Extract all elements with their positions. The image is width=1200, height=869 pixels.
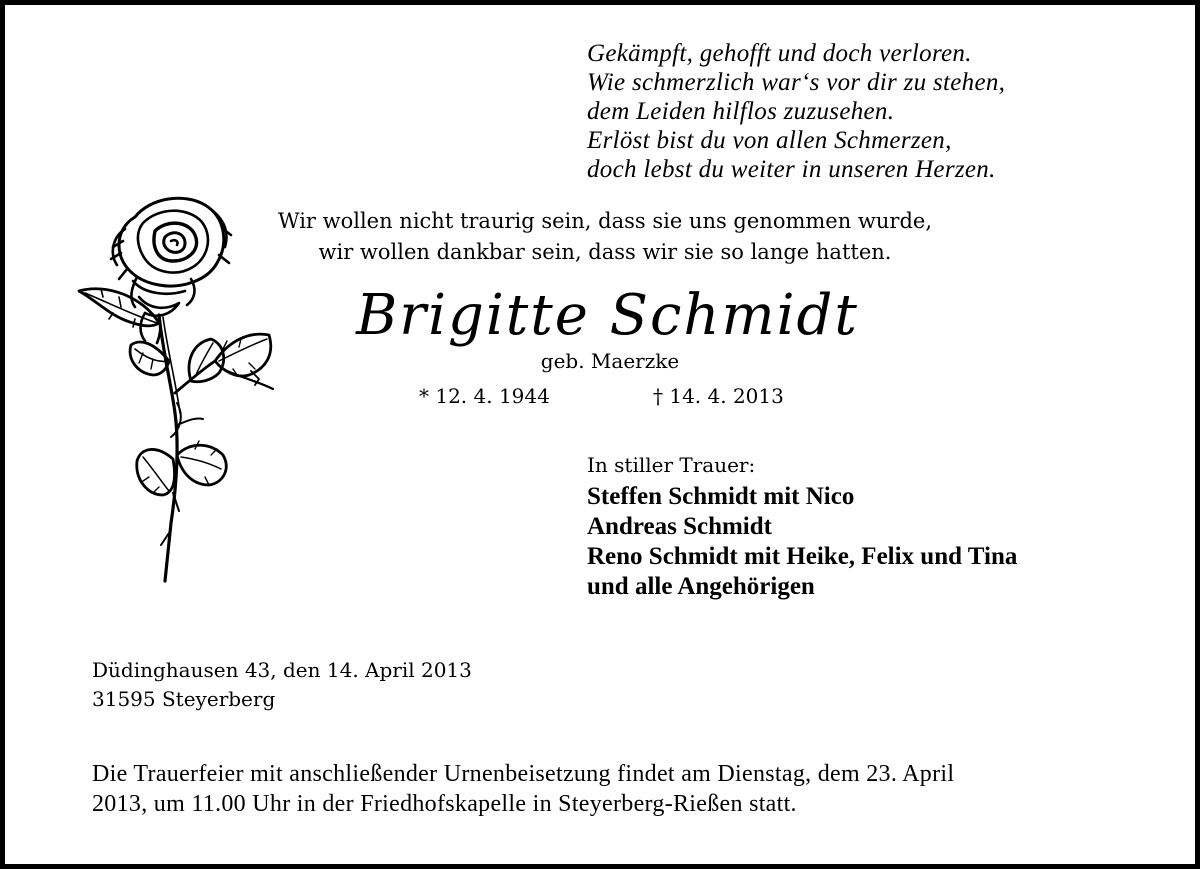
funeral-notice <box>92 759 954 819</box>
mourner-line: Steffen Schmidt mit Nico <box>587 483 855 510</box>
funeral-line: 2013, um 11.00 Uhr in der Friedhofskapelle in Steyerberg-Rießen statt. <box>92 791 797 817</box>
poem-line: Wie schmerzlich war‘s vor dir zu stehen, <box>587 69 1006 96</box>
maiden-name: geb. Maerzke <box>540 349 680 373</box>
quote-line: wir wollen dankbar sein, dass wir sie so lange hatten. <box>318 240 892 264</box>
mourner-line: und alle Angehörigen <box>587 573 815 600</box>
address-line: 31595 Steyerberg <box>92 687 276 711</box>
poem <box>587 39 1005 184</box>
deceased-name: Brigitte Schmidt <box>356 283 859 348</box>
death-date: † 14. 4. 2013 <box>653 384 784 408</box>
poem-line: doch lebst du weiter in unseren Herzen. <box>587 156 996 183</box>
poem-line: dem Leiden hilflos zuzusehen. <box>587 98 895 125</box>
poem-line: Erlöst bist du von allen Schmerzen, <box>587 127 952 154</box>
poem-line: Gekämpft, gehofft und doch verloren. <box>587 40 972 67</box>
mourning-intro: In stiller Trauer: <box>587 453 756 477</box>
quote <box>240 206 970 268</box>
mourners-list <box>587 482 1017 602</box>
address-line: Düdinghausen 43, den 14. April 2013 <box>92 658 472 682</box>
birth-date: * 12. 4. 1944 <box>419 384 550 408</box>
mourner-line: Andreas Schmidt <box>587 513 772 540</box>
address <box>92 656 472 714</box>
quote-line: Wir wollen nicht traurig sein, dass sie uns genommen wurde, <box>277 209 933 233</box>
mourner-line: Reno Schmidt mit Heike, Felix und Tina <box>587 543 1018 570</box>
funeral-line: Die Trauerfeier mit anschließender Urnenbeisetzung findet am Dienstag, dem 23. April <box>92 761 955 787</box>
